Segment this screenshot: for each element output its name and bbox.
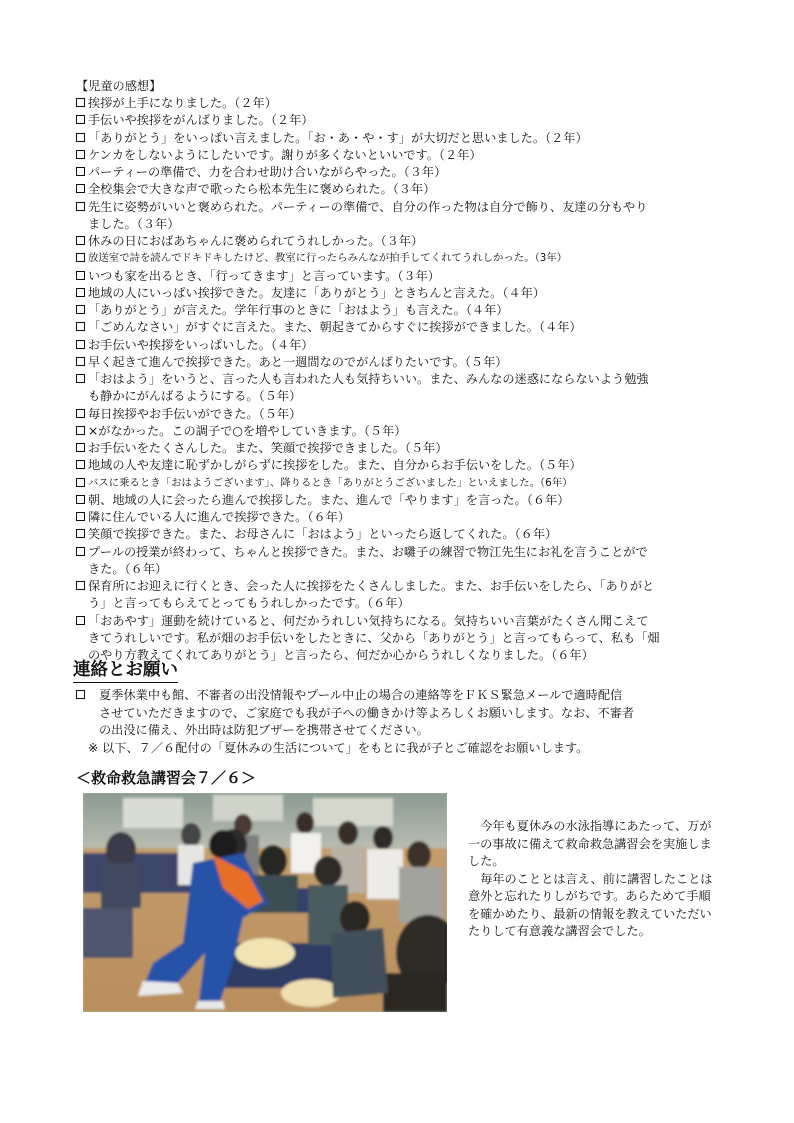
checkbox-icon <box>76 357 85 366</box>
impression-item <box>76 457 726 474</box>
impression-item <box>76 95 726 112</box>
checkbox-icon <box>76 529 85 538</box>
impression-item <box>76 354 726 371</box>
checkbox-icon <box>76 374 85 383</box>
impression-text: 手伝いや挨拶をがんばりました。（２年） <box>88 113 314 128</box>
impression-item <box>76 337 726 354</box>
checkbox-icon <box>76 460 85 469</box>
checkbox-icon <box>76 98 85 107</box>
impression-item <box>76 233 726 250</box>
impression-text: 早く起きて進んで挨拶できた。あと一週間なのでがんばりたいです。（５年） <box>88 354 508 369</box>
impression-text: 地域の人にいっぱい挨拶できた。友達に「ありがとう」ときちんと言えた。（４年） <box>88 285 546 300</box>
impression-text: 笑顔で挨拶できた。また、お母さんに「おはよう」といったら返してくれた。（６年） <box>88 527 558 542</box>
impression-item <box>76 112 726 129</box>
children-impressions <box>76 78 726 664</box>
checkbox-icon <box>76 150 85 159</box>
impression-item <box>76 492 726 509</box>
checkbox-icon <box>76 305 85 314</box>
impression-text: 隣に住んでいる人に進んで挨拶できた。（６年） <box>88 510 351 524</box>
contact-title: 連絡とお願い <box>73 659 178 683</box>
impression-text: 全校集会で大きな声で歌ったら松本先生に褒められた。（３年） <box>88 182 436 197</box>
impression-item <box>76 475 726 492</box>
checkbox-icon <box>76 478 85 487</box>
report-paragraph-2: 毎年のこととは言え、前に講習したことは意外と忘れたりしがちです。あらためて手順を確かめたり、最新の情報を教えていただいたりして有意義な講習会でした。 <box>468 871 713 938</box>
lifesaving-title: ＜救命救急講習会７／６＞ <box>76 769 257 787</box>
impression-item <box>76 423 726 440</box>
impression-item <box>76 250 726 267</box>
impression-item <box>76 613 726 665</box>
impression-text: 朝、地域の人に会ったら進んで挨拶した。また、進んで「やります」を言った。（６年） <box>88 492 570 507</box>
impression-text: 毎日挨拶やお手伝いができた。（５年） <box>88 406 302 421</box>
impression-text: 「ありがとう」をいっぱい言えました。「お・あ・や・す」が大切だと思いました。（２年） <box>88 130 588 145</box>
impression-text: 先生に姿勢がいいと褒められた。パーティーの準備で、自分の作った物は自分で飾り、友達の分もやり ました。（３年） <box>88 199 648 231</box>
checkbox-icon <box>76 409 85 418</box>
impression-text: ×がなかった。この調子で○を増やしていきます。（５年） <box>88 423 407 438</box>
impression-item <box>76 319 726 336</box>
impression-text: 「ごめんなさい」がすぐに言えた。また、朝起きてからすぐに挨拶ができました。（４年） <box>88 320 582 335</box>
impression-text: パーティーの準備で、力を合わせ助け合いながらやった。（３年） <box>88 165 447 179</box>
lifesaving-report <box>468 818 720 941</box>
checkbox-icon <box>76 133 85 142</box>
impression-text: いつも家を出るとき、「行ってきます」と言っています。（３年） <box>88 268 440 283</box>
checkbox-icon <box>76 115 85 124</box>
impressions-heading: 【児童の感想】 <box>76 79 162 93</box>
impression-text: 「ありがとう」が言えた。学年行事のときに「おはよう」も言えた。（４年） <box>88 303 509 317</box>
impression-item <box>76 406 726 423</box>
checkbox-icon <box>76 547 85 556</box>
checkbox-icon <box>76 288 85 297</box>
impression-text: 挨拶が上手になりました。（２年） <box>88 96 277 110</box>
impression-text: 休みの日におばあちゃんに褒められてうれしかった。（３年） <box>88 234 424 248</box>
checkbox-icon <box>76 690 85 699</box>
impression-item <box>76 164 726 181</box>
impression-item <box>76 302 726 319</box>
checkbox-icon <box>76 253 85 262</box>
lifesaving-training-photo <box>83 793 447 1012</box>
checkbox-icon <box>76 443 85 452</box>
impression-item <box>76 371 726 406</box>
checkbox-icon <box>76 167 85 176</box>
impression-text: 地域の人や友達に恥ずかしがらずに挨拶をした。また、自分からお手伝いをした。（５年） <box>88 458 582 473</box>
checkbox-icon <box>76 322 85 331</box>
impression-item <box>76 147 726 164</box>
impression-text: 「おはよう」をいうと、言った人も言われた人も気持ちいい。また、みんなの迷惑にならないよう勉強 も静かにがんばるようにする。（５年） <box>88 372 649 404</box>
impression-item <box>76 578 726 613</box>
checkbox-icon <box>76 202 85 211</box>
impressions-list <box>76 95 726 664</box>
impression-text: バスに乗るとき「おはようございます」、降りるとき「ありがとうございました」といえました。（6年） <box>88 476 573 489</box>
checkbox-icon <box>76 184 85 193</box>
impression-item <box>76 285 726 302</box>
impression-text: ケンカをしないようにしたいです。謝りが多くないといいです。（２年） <box>88 147 482 162</box>
checkbox-icon <box>76 495 85 504</box>
notice-note: ※ 以下、７／６配付の「夏休みの生活について」をもとに我が子とご確認をお願いします。 <box>88 740 589 755</box>
impression-text: お手伝いや挨拶をいっぱいした。（４年） <box>88 337 314 352</box>
impression-item <box>76 268 726 285</box>
checkbox-icon <box>76 236 85 245</box>
checkbox-icon <box>76 426 85 435</box>
checkbox-icon <box>76 271 85 280</box>
impression-text: プールの授業が終わって、ちゃんと挨拶できた。また、お囃子の練習で物江先生にお礼を言うことがで きた。（６年） <box>88 544 648 576</box>
impression-text: 保育所にお迎えに行くとき、会った人に挨拶をたくさんしました。また、お手伝いをしたら、「ありがと う」と言ってもらえてとってもうれしかったです。（６年） <box>88 579 655 611</box>
checkbox-icon <box>76 512 85 521</box>
impression-item <box>76 509 726 526</box>
impression-item <box>76 440 726 457</box>
impression-text: 「おあやす」運動を続けていると、何だかうれしい気持ちになる。気持ちいい言葉がたくさん聞こえて きてうれしいです。私が畑のお手伝いをしたときに、父から「ありがとう」と言ってもらって、私も「畑 のやり方教えてくれてありがとう」と言ったら、何だか心からうれしくなりました。（６年） <box>88 613 660 662</box>
report-paragraph-1: 今年も夏休みの水泳指導にあたって、万が一の事故に備えて救命救急講習会を実施しました。 <box>468 819 712 868</box>
impression-item <box>76 544 726 579</box>
notice-item <box>76 687 726 740</box>
contact-notice <box>76 687 726 757</box>
impression-text: 放送室で詩を読んでドキドキしたけど、教室に行ったらみんなが拍手してくれてうれしかった。（3年） <box>88 252 568 265</box>
impression-text: お手伝いをたくさんした。また、笑顔で挨拶できました。（５年） <box>88 441 448 455</box>
impression-item <box>76 199 726 234</box>
checkbox-icon <box>76 616 85 625</box>
impression-item <box>76 181 726 198</box>
checkbox-icon <box>76 340 85 349</box>
checkbox-icon <box>76 581 85 590</box>
notice-text: 夏季休業中も館、不審者の出没情報やプール中止の場合の連絡等をＦＫＳ緊急メールで適時配信 させていただきますので、ご家庭でも我が子への働きかけ等よろしくお願いします。なお、不審者 の出没に備え、外出時は防犯ブザーを携帯させてください。 <box>99 688 635 737</box>
impression-item <box>76 526 726 543</box>
impression-item <box>76 130 726 147</box>
